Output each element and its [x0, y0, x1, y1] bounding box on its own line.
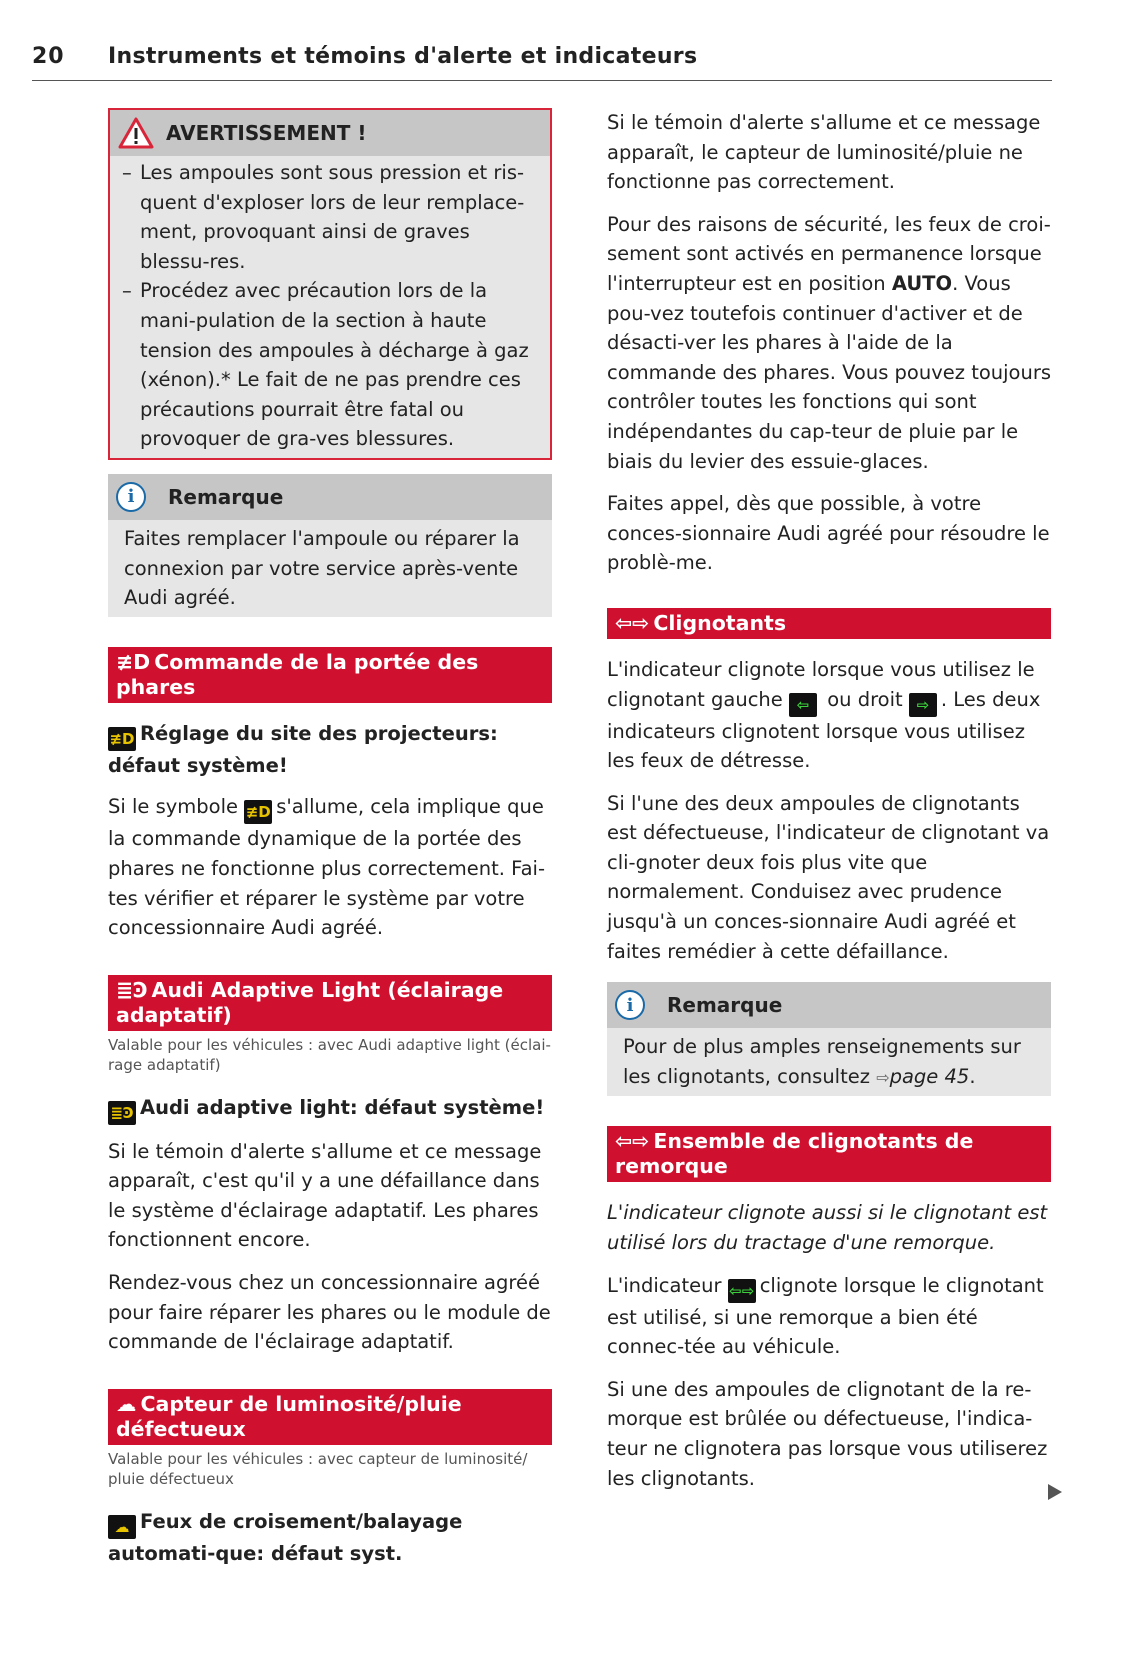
- message-title: ≢D Réglage du site des projecteurs: défaut système!: [108, 721, 498, 777]
- paragraph: L'indicateur clignote lorsque vous utilisez le clignotant gauche ⇦ ou droit ⇨ . Les deux indicateurs clignotent lorsque vous utilisez les feux de détresse.: [607, 657, 1041, 773]
- info-icon: i: [116, 482, 146, 512]
- warning-list: [110, 156, 550, 458]
- trailer-turn-signal-icon: ⇦⇨: [615, 1129, 650, 1154]
- warning-item: – Les ampoules sont sous pression et ris-quent d'exploser lors de leur remplace-ment, provoquant ainsi de graves blessu-res.: [140, 158, 536, 276]
- turn-signal-arrows-icon: ⇦⇨: [615, 610, 650, 635]
- light-rain-sensor-indicator-icon: ☁: [108, 1515, 136, 1539]
- continue-arrow-icon: [1048, 1484, 1062, 1500]
- left-turn-signal-icon: ⇦: [789, 693, 817, 717]
- paragraph: Si une des ampoules de clignotant de la re-morque est brûlée ou défectueuse, l'indica-teur ne clignotera pas lorsque vous utiliserez les clignotants.: [607, 1377, 1048, 1490]
- info-icon: i: [615, 990, 645, 1020]
- paragraph: Rendez-vous chez un concessionnaire agréé pour faire réparer les phares ou le module de commande de l'éclairage adaptatif.: [108, 1271, 551, 1354]
- paragraph: Si le symbole ≢D s'allume, cela implique que la commande dynamique de la portée des phares ne fonctionne plus correctement. Fai-tes vérifier et réparer le système par votre concessionnaire Audi agréé.: [108, 795, 545, 940]
- headlight-range-icon: ≢D: [116, 649, 151, 674]
- section-heading-headlight-range: [108, 647, 552, 703]
- section-title: Ensemble de clignotants de remorque: [615, 1129, 974, 1179]
- right-column: [607, 108, 1051, 1506]
- note-title: Remarque: [168, 484, 284, 509]
- trailer-signal-indicator-icon: ⇦⇨: [728, 1279, 756, 1303]
- note-text: Pour de plus amples renseignements sur les clignotants, consultez ⇨page 45.: [623, 1035, 1021, 1088]
- paragraph: Pour des raisons de sécurité, les feux de croi-sement sont activés en permanence lorsque l'interrupteur est en position AUTO. Vous pou-vez toutefois continuer d'activer et de désacti-ver les phares à l'aide de la commande des phares. Vous pouvez toujours contrôler toutes les fonctions qui sont indépendantes du cap-teur de pluie par le biais du levier des essuie-glaces.: [607, 212, 1052, 473]
- headlight-range-indicator-icon: ≢D: [108, 727, 136, 751]
- paragraph: Faites appel, dès que possible, à votre conces-sionnaire Audi agréé pour résoudre le problè-me.: [607, 492, 1050, 575]
- note-text: Faites remplacer l'ampoule ou réparer la connexion par votre service après-vente Audi agréé.: [124, 526, 520, 610]
- right-turn-signal-icon: ⇨: [909, 693, 937, 717]
- adaptive-light-icon: ≣Ͽ: [116, 977, 148, 1002]
- paragraph: Si l'une des deux ampoules de clignotants est défectueuse, l'indicateur de clignotant va cli-gnoter deux fois plus vite que normalement. Conduisez avec prudence jusqu'à un conces-sionnaire Audi agréé et faites remédier à cette défaillance.: [607, 791, 1050, 963]
- note-header: [108, 474, 552, 520]
- message-title: ☁ Feux de croisement/balayage automati-que: défaut syst.: [108, 1509, 463, 1565]
- headlight-range-indicator-icon: ≢D: [244, 800, 272, 824]
- warning-triangle-icon: [118, 117, 154, 149]
- page-reference-link[interactable]: page 45: [889, 1064, 970, 1088]
- section-heading-trailer-signals: [607, 1126, 1051, 1182]
- intro-paragraph: L'indicateur clignote aussi si le clignotant est utilisé lors du tractage d'une remorque.: [607, 1201, 1048, 1255]
- warning-box: [108, 108, 552, 460]
- message-title: ≣Ͽ Audi adaptive light: défaut système!: [108, 1093, 552, 1125]
- warning-item: – Procédez avec précaution lors de la mani-pulation de la section à haute tension des ampoules à décharge à gaz (xénon).* Le fait de ne pas prendre ces précautions pourrait être fatal ou provoquer de gra-ves blessures.: [140, 276, 536, 454]
- section-heading-turn-signals: [607, 608, 1051, 639]
- light-rain-sensor-icon: ☁: [116, 1391, 137, 1416]
- section-title: Capteur de luminosité/pluie défectueux: [116, 1391, 462, 1441]
- note-box: [108, 474, 552, 617]
- note-title: Remarque: [667, 993, 783, 1018]
- adaptive-light-indicator-icon: ≣Ͽ: [108, 1101, 136, 1125]
- validity-note: Valable pour les véhicules : avec Audi adaptive light (éclai-rage adaptatif): [108, 1035, 551, 1074]
- section-title: Commande de la portée des phares: [116, 649, 479, 699]
- auto-label: AUTO: [891, 271, 953, 295]
- note-box: [607, 982, 1051, 1096]
- section-title: Clignotants: [653, 610, 787, 635]
- page-title: Instruments et témoins d'alerte et indicateurs: [108, 44, 698, 69]
- section-title: Audi Adaptive Light (éclairage adaptatif): [116, 977, 504, 1027]
- section-heading-light-rain-sensor: [108, 1389, 552, 1445]
- page-number: 20: [32, 44, 65, 69]
- reference-arrow-icon: ⇨: [876, 1067, 890, 1087]
- paragraph: Si le témoin d'alerte s'allume et ce message apparaît, c'est qu'il y a une défaillance dans le système d'éclairage adaptatif. Les phares fonctionnent encore.: [108, 1139, 542, 1252]
- page-header: [32, 44, 1052, 81]
- warning-header: [110, 110, 550, 156]
- left-column: [108, 108, 552, 1580]
- warning-title: AVERTISSEMENT !: [166, 121, 367, 145]
- section-heading-adaptive-light: [108, 975, 552, 1031]
- paragraph: Si le témoin d'alerte s'allume et ce message apparaît, le capteur de luminosité/pluie ne fonctionne pas correctement.: [607, 111, 1041, 194]
- paragraph: L'indicateur ⇦⇨ clignote lorsque le clignotant est utilisé, si une remorque a bien été connec-tée au véhicule.: [607, 1273, 1044, 1359]
- validity-note: Valable pour les véhicules : avec capteur de luminosité/ pluie défectueux: [108, 1449, 528, 1488]
- note-header: [607, 982, 1051, 1028]
